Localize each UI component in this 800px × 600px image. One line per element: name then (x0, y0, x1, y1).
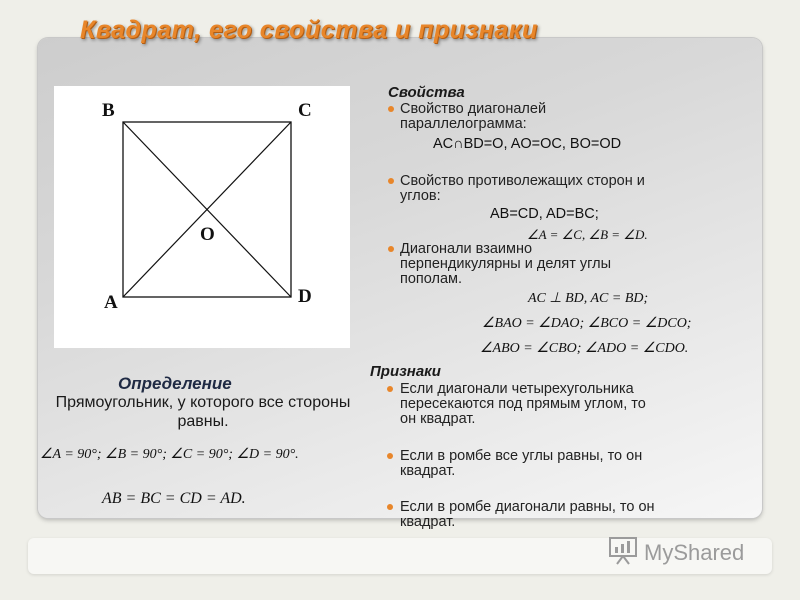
vertex-d-label: D (298, 286, 312, 307)
sign-1-line1: Если диагонали четырехугольника (400, 381, 634, 397)
center-o-label: O (200, 224, 215, 245)
property-3-math3: ∠ABO = ∠CBO; ∠ADO = ∠CDO. (480, 341, 689, 356)
slide-title: Квадрат, его свойства и признаки (80, 16, 538, 44)
bullet-dot (388, 106, 394, 112)
presentation-icon (608, 536, 640, 566)
definition-heading: Определение (118, 374, 232, 393)
sign-3-line2: квадрат. (400, 514, 456, 530)
definition-text: Прямоугольник, у которого все стороны равны. (55, 394, 351, 430)
myshared-logo (608, 536, 745, 568)
bullet-dot (388, 178, 394, 184)
sign-1-line2: пересекаются под прямым углом, то (400, 396, 646, 412)
property-3-line1: Диагонали взаимно (400, 241, 533, 257)
bullet-dot (387, 504, 393, 510)
property-3-line3: пополам. (400, 271, 463, 287)
property-3-math2: ∠BAO = ∠DAO; ∠BCO = ∠DCO; (482, 316, 692, 331)
vertex-c-label: C (298, 100, 312, 121)
properties-heading: Свойства (388, 84, 465, 101)
property-2-line1: Свойство противолежащих сторон и (400, 173, 645, 189)
definition-angles: ∠A = 90°; ∠B = 90°; ∠C = 90°; ∠D = 90°. (40, 447, 299, 462)
property-1-line2: параллелограмма: (400, 116, 527, 132)
sign-3-line1: Если в ромбе диагонали равны, то он (400, 499, 655, 515)
vertex-a-label: A (104, 292, 118, 313)
definition-sides: AB = BC = CD = AD. (102, 490, 246, 507)
watermark-text: MyShared (644, 540, 745, 565)
property-3-math1: AC ⊥ BD, AC = BD; (528, 291, 649, 306)
property-1-line1: Свойство диагоналей (400, 101, 547, 117)
bullet-dot (388, 246, 394, 252)
vertex-b-label: B (102, 100, 115, 121)
property-2-angles: ∠A = ∠C, ∠B = ∠D. (527, 227, 648, 242)
signs-heading: Признаки (370, 363, 441, 380)
sign-1-line3: он квадрат. (400, 411, 476, 427)
bullet-dot (387, 453, 393, 459)
property-2-formula: AB=CD, AD=BC; (490, 206, 599, 222)
sign-2-line1: Если в ромбе все углы равны, то он (400, 448, 643, 464)
bullet-dot (387, 386, 393, 392)
square-diagram (54, 86, 350, 348)
property-1-formula: AC∩BD=O, AO=OC, BO=OD (433, 136, 622, 152)
sign-2-line2: квадрат. (400, 463, 456, 479)
property-2-line2: углов: (400, 188, 441, 204)
square-figure (54, 86, 350, 348)
property-3-line2: перпендикулярны и делят углы (400, 256, 611, 272)
